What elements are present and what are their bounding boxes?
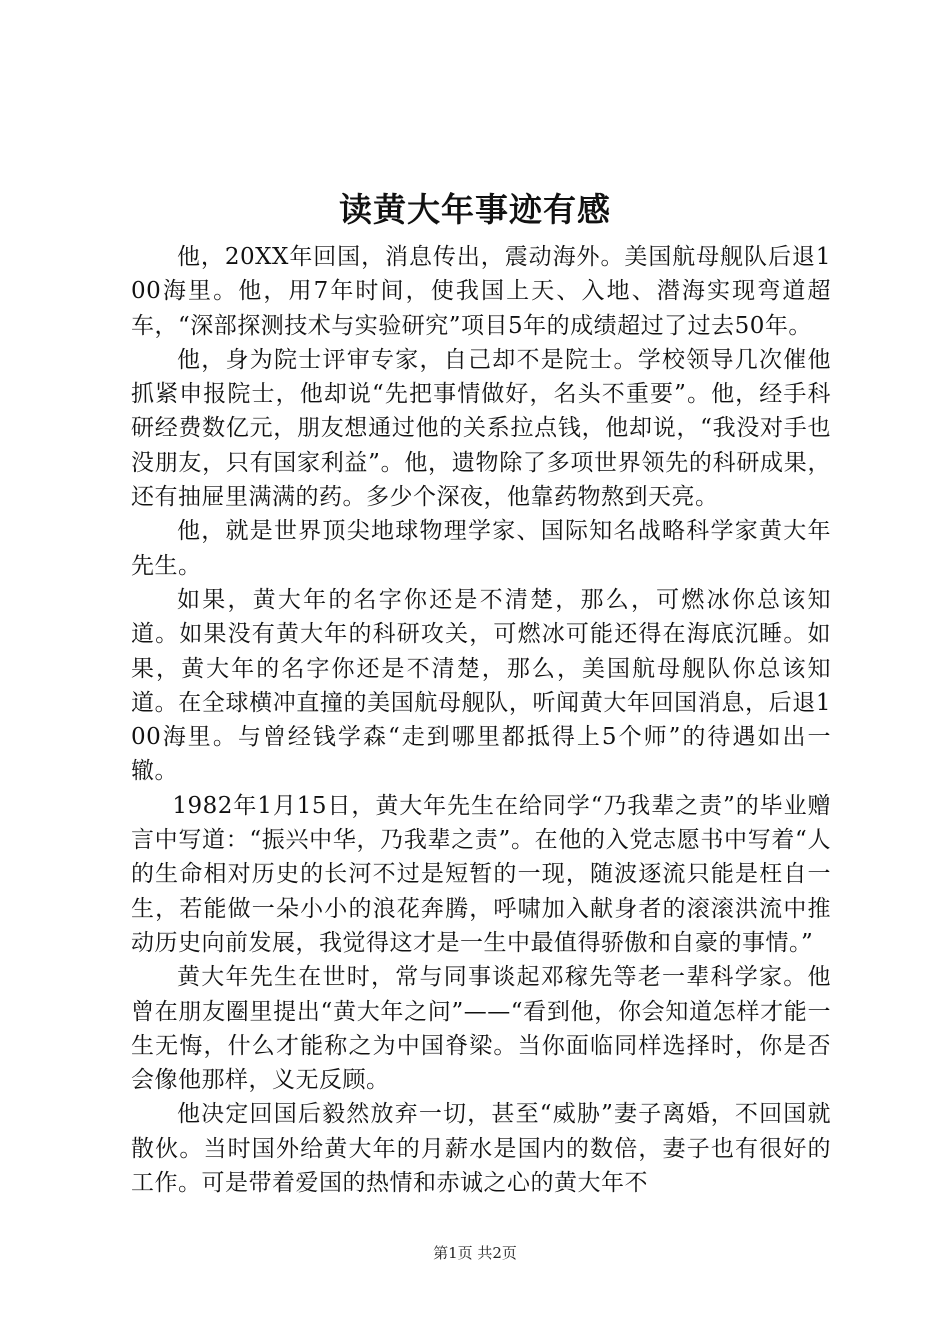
paragraph-4: 如果，黄大年的名字你还是不清楚，那么，可燃冰你总该知道。如果没有黄大年的科研攻关，可燃冰可能还得在海底沉睡。如果，黄大年的名字你还是不清楚，那么，美国航母舰队你总该知道。在全球横冲直撞的美国航母舰队，听闻黄大年回国消息，后退100海里。与曾经钱学森“走到哪里都抵得上5个师”的待遇如出一辙。 — [131, 586, 831, 785]
paragraph-6: 黄大年先生在世时，常与同事谈起邓稼先等老一辈科学家。他曾在朋友圈里提出“黄大年之问”——“看到他，你会知道怎样才能一生无悔，什么才能称之为中国脊梁。当你面临同样选择时，你是否会像他那样，义无反顾。 — [131, 964, 831, 1094]
document-title: 读黄大年事迹有感 — [339, 190, 611, 229]
paragraph-2: 他，身为院士评审专家，自己却不是院士。学校领导几次催他抓紧申报院士，他却说“先把事情做好，名头不重要”。他，经手科研经费数亿元，朋友想通过他的关系拉点钱，他却说，“我没对手也没朋友，只有国家利益”。他，遗物除了多项世界领先的科研成果，还有抽屉里满满的药。多少个深夜，他靠药物熬到天亮。 — [131, 346, 831, 511]
document-body — [131, 240, 831, 1200]
paragraph-5: 1982年1月15日，黄大年先生在给同学“乃我辈之责”的毕业赠言中写道：“振兴中华，乃我辈之责”。在他的入党志愿书中写着“人的生命相对历史的长河不过是短暂的一现，随波逐流只能是枉自一生，若能做一朵小小的浪花奔腾，呼啸加入献身者的滚滚洪流中推动历史向前发展，我觉得这才是一生中最值得骄傲和自豪的事情。” — [131, 792, 831, 956]
page-footer: 第1页 共2页 — [433, 1244, 517, 1262]
paragraph-1: 他，20XX年回国，消息传出，震动海外。美国航母舰队后退100海里。他，用7年时间，使我国上天、入地、潜海实现弯道超车，“深部探测技术与实验研究”项目5年的成绩超过了过去50年。 — [131, 244, 831, 339]
paragraph-3: 他，就是世界顶尖地球物理学家、国际知名战略科学家黄大年先生。 — [131, 518, 831, 579]
paragraph-7: 他决定回国后毅然放弃一切，甚至“威胁”妻子离婚，不回国就散伙。当时国外给黄大年的月薪水是国内的数倍，妻子也有很好的工作。可是带着爱国的热情和赤诚之心的黄大年不 — [131, 1101, 831, 1197]
